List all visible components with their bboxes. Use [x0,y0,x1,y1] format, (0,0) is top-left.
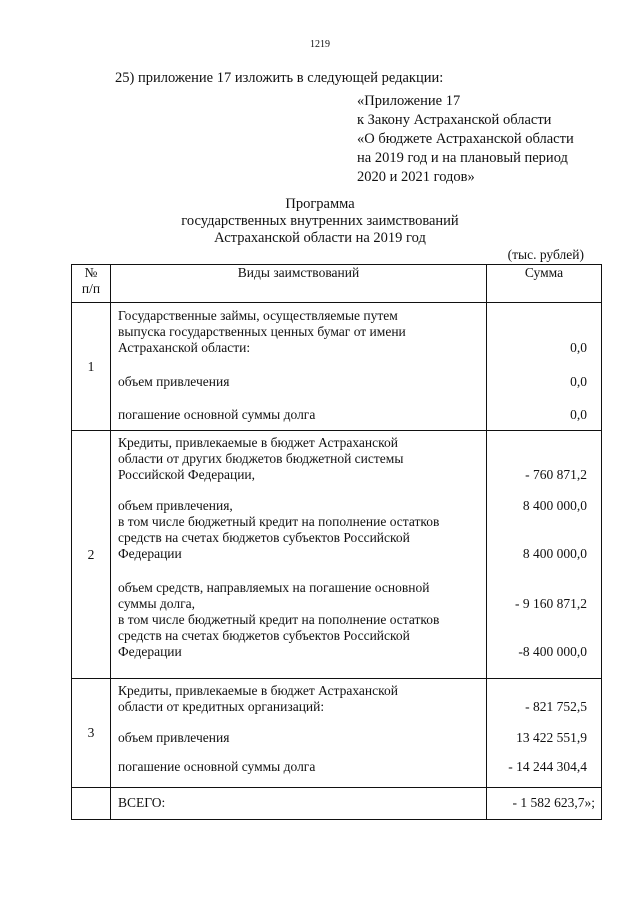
header-number [72,265,111,303]
row-text-line: Астраханской области: [118,340,251,355]
row-text-line: Государственные займы, осуществляемые путем [118,308,398,323]
row-amount [487,679,602,788]
row-text-line: объем привлечения [118,374,230,389]
amount-value: -8 400 000,0 [518,644,587,659]
amount-value: - 821 752,5 [525,699,587,714]
intro-paragraph: 25) приложение 17 изложить в следующей редакции: [115,70,444,86]
table-total-row [72,788,602,820]
row-description [111,431,487,679]
row-text-line: объем привлечения [118,730,230,745]
row-number: 1 [72,303,111,431]
row-text-line: в том числе бюджетный кредит на пополнение остатков [118,612,440,627]
appendix-reference-line-1: «Приложение 17 [357,93,461,109]
row-text-line: средств на счетах бюджетов субъектов Российской [118,530,410,545]
header-number-line-2: п/п [81,281,101,296]
row-description [111,679,487,788]
total-number-cell [72,788,111,820]
row-description [111,303,487,431]
row-text-line: погашение основной суммы долга [118,407,316,422]
amount-value: 0,0 [570,340,587,355]
total-label-cell [111,788,487,820]
amount-value: 8 400 000,0 [522,498,587,513]
document-title-line-3: Астраханской области на 2019 год [214,230,426,246]
row-text-line: объем средств, направляемых на погашение основной [118,580,430,595]
row-amount [487,303,602,431]
table-row [72,679,602,788]
appendix-reference-line-3: «О бюджете Астраханской области [357,131,574,147]
header-number-line-1: № [84,265,98,280]
amount-value: - 14 244 304,4 [508,759,587,774]
total-amount-cell [487,788,602,820]
table-row [72,303,602,431]
amount-value: 0,0 [570,374,587,389]
amount-value: - 760 871,2 [525,467,587,482]
appendix-reference-line-2: к Закону Астраханской области [357,112,552,128]
amount-value: 8 400 000,0 [522,546,587,561]
row-text-line: в том числе бюджетный кредит на пополнение остатков [118,514,440,529]
document-title-line-1: Программа [285,196,355,212]
amount-value: 0,0 [570,407,587,422]
row-text-line: выпуска государственных ценных бумаг от имени [118,324,406,339]
table-row [72,431,602,679]
row-text-line: объем привлечения, [118,498,233,513]
row-text-line: области от других бюджетов бюджетной системы [118,451,404,466]
amount-value: - 9 160 871,2 [515,596,587,611]
row-number: 2 [72,431,111,679]
row-text-line: средств на счетах бюджетов субъектов Российской [118,628,410,643]
header-sum: Сумма [487,265,602,303]
row-text-line: области от кредитных организаций: [118,699,325,714]
total-amount: - 1 582 623,7»; [512,795,595,810]
row-text-line: Кредиты, привлекаемые в бюджет Астраханской [118,435,398,450]
document-title-line-2: государственных внутренних заимствований [181,213,459,229]
appendix-reference-line-5: 2020 и 2021 годов» [357,169,475,185]
row-text-line: Федерации [118,546,182,561]
row-text-line: погашение основной суммы долга [118,759,316,774]
row-text-line: Кредиты, привлекаемые в бюджет Астраханской [118,683,398,698]
units-label: (тыс. рублей) [507,247,584,262]
row-text-line: Федерации [118,644,182,659]
row-text-line: Российской Федерации, [118,467,256,482]
total-label: ВСЕГО: [118,795,166,810]
row-number: 3 [72,679,111,788]
header-type: Виды заимствований [111,265,487,303]
appendix-reference-line-4: на 2019 год и на плановый период [357,150,568,166]
amount-value: 13 422 551,9 [516,730,587,745]
row-amount [487,431,602,679]
table-header-row [72,265,602,303]
page-number: 1219 [310,39,330,50]
row-text-line: суммы долга, [118,596,195,611]
borrowings-table [71,264,602,820]
